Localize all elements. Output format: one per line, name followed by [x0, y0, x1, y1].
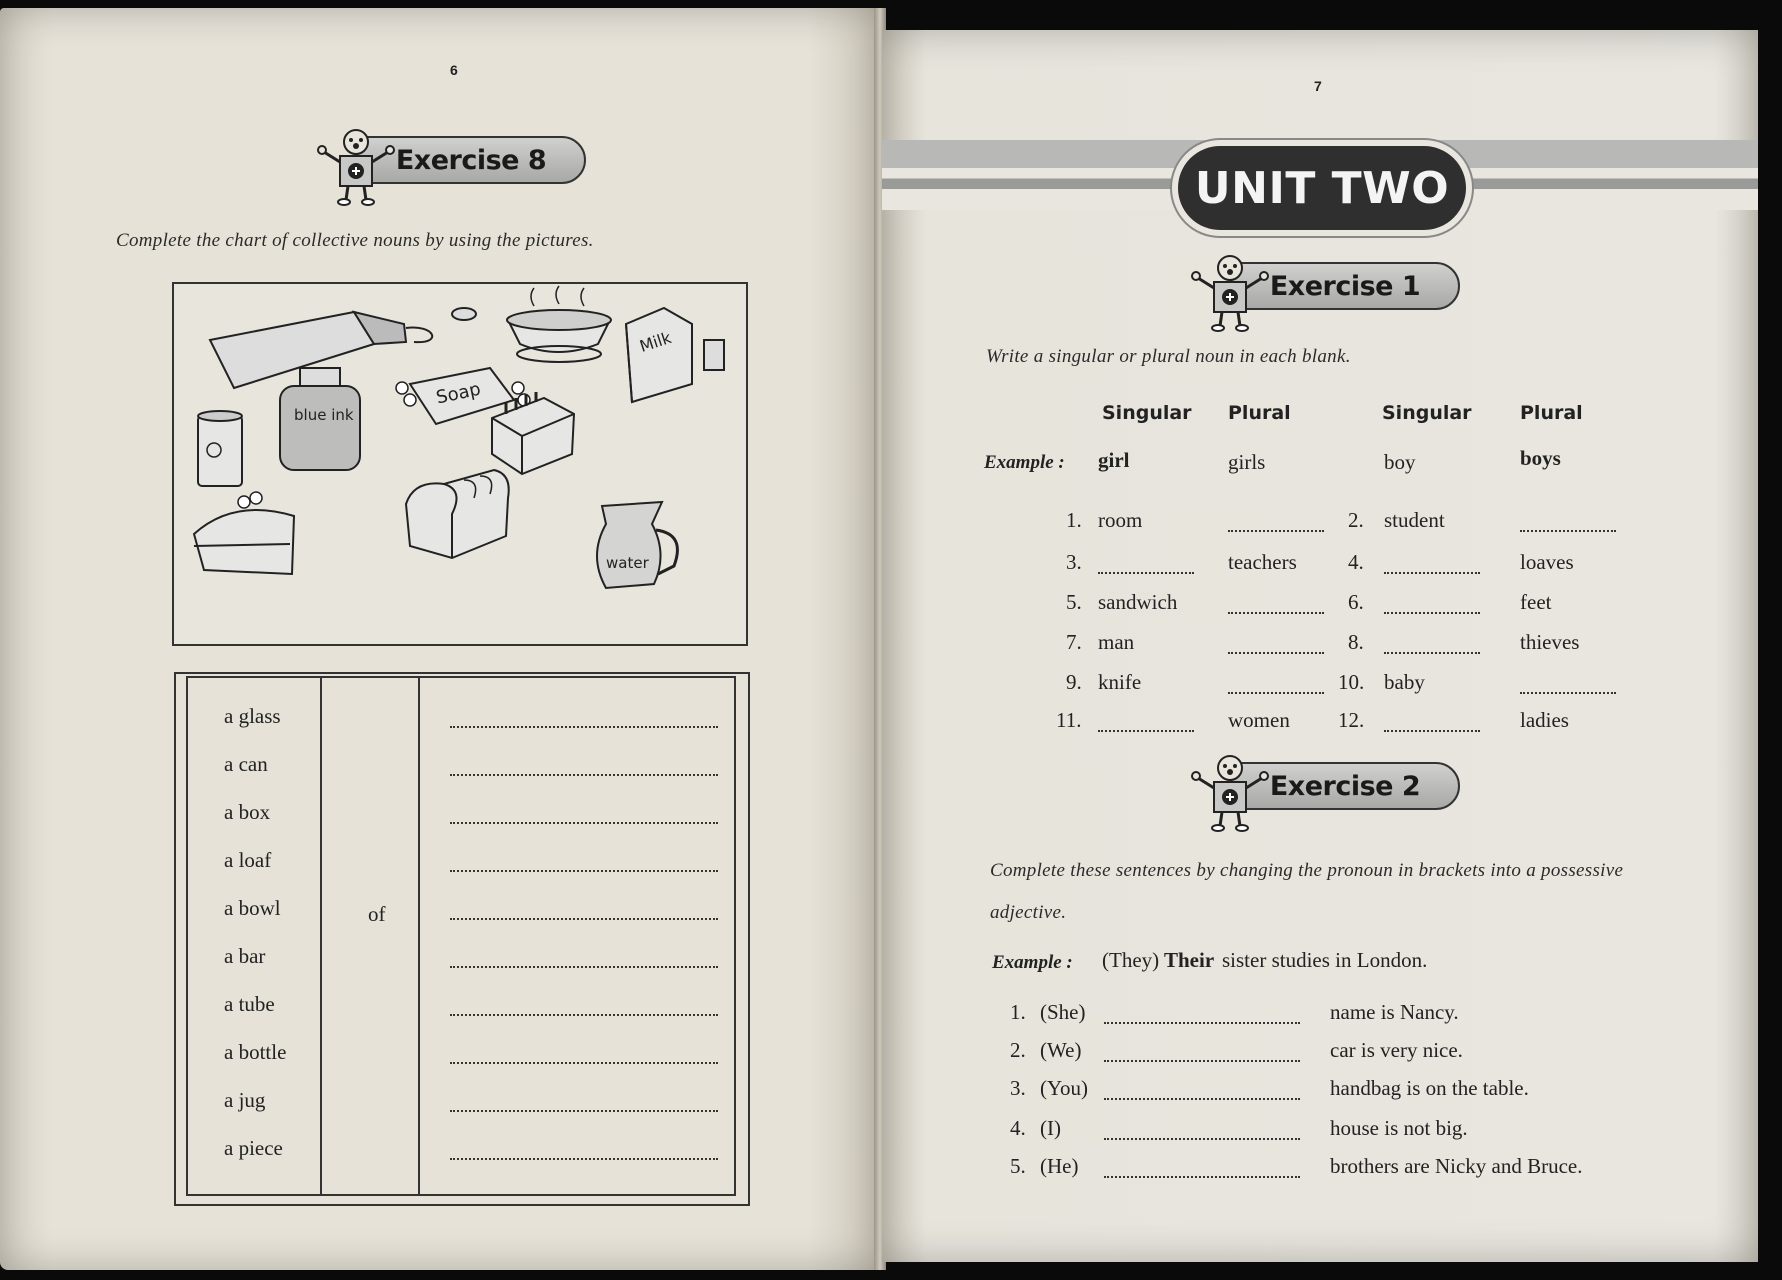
singular-word: room — [1098, 508, 1143, 532]
column-header: Plural — [1520, 402, 1583, 424]
pronoun: (She) — [1040, 1000, 1086, 1024]
plural-word: teachers — [1228, 550, 1297, 574]
answer-blank[interactable] — [450, 774, 718, 776]
example-label: Example : — [984, 452, 1065, 473]
container-item: a bar — [224, 944, 266, 968]
container-item: a bottle — [224, 1040, 287, 1064]
page-number: 6 — [450, 62, 458, 78]
unit-title-badge — [1172, 140, 1472, 236]
picture-panel — [172, 282, 748, 646]
milk-carton-icon — [626, 308, 724, 402]
item-number: 5. — [1010, 1154, 1026, 1178]
example-answer: Their — [1164, 948, 1215, 972]
chalk-box-icon — [492, 392, 574, 474]
item-number: 6. — [1348, 590, 1364, 614]
item-number: 2. — [1348, 508, 1364, 532]
right-page — [882, 30, 1758, 1262]
toothpaste-tube-icon — [210, 308, 476, 388]
plural-word: feet — [1520, 590, 1552, 614]
answer-blank[interactable] — [1384, 572, 1480, 574]
soap-label: Soap — [434, 378, 483, 409]
answer-blank[interactable] — [450, 1158, 718, 1160]
pronoun: (You) — [1040, 1076, 1089, 1100]
water-label: water — [606, 554, 649, 572]
answer-blank[interactable] — [1104, 1060, 1300, 1062]
singular-word: knife — [1098, 670, 1142, 694]
left-page — [0, 8, 878, 1270]
exercise-banner — [1190, 752, 1470, 822]
collective-noun-chart — [174, 672, 750, 1206]
container-item: a bowl — [224, 896, 281, 920]
column-header: Singular — [1382, 402, 1472, 424]
connector-word: of — [368, 902, 386, 926]
can-icon — [198, 411, 242, 486]
answer-blank[interactable] — [1384, 652, 1480, 654]
answer-blank[interactable] — [450, 870, 718, 872]
container-item: a glass — [224, 704, 281, 728]
ink-bottle-icon — [280, 368, 360, 470]
pronoun: (He) — [1040, 1154, 1079, 1178]
instruction-text: Complete these sentences by changing the pronoun in brackets into a possessive — [990, 860, 1624, 881]
answer-blank[interactable] — [450, 822, 718, 824]
container-item: a piece — [224, 1136, 283, 1160]
item-number: 3. — [1066, 550, 1082, 574]
singular-word: baby — [1384, 670, 1425, 694]
answer-blank[interactable] — [1104, 1176, 1300, 1178]
answer-blank[interactable] — [450, 1062, 718, 1064]
answer-blank[interactable] — [1228, 652, 1324, 654]
singular-word: man — [1098, 630, 1135, 654]
sentence-rest: house is not big. — [1330, 1116, 1468, 1140]
column-divider — [320, 678, 322, 1194]
item-number: 1. — [1066, 508, 1082, 532]
cake-slice-icon — [194, 492, 294, 574]
item-number: 8. — [1348, 630, 1364, 654]
column-header: Plural — [1228, 402, 1291, 424]
container-item: a jug — [224, 1088, 266, 1112]
exercise-title: Exercise 2 — [1269, 770, 1421, 802]
instruction-text: adjective. — [990, 902, 1067, 923]
page-number: 7 — [1314, 78, 1322, 94]
item-number: 2. — [1010, 1038, 1026, 1062]
answer-blank[interactable] — [450, 1110, 718, 1112]
example-word: girl — [1098, 448, 1130, 472]
item-number: 3. — [1010, 1076, 1026, 1100]
plural-word: thieves — [1520, 630, 1580, 654]
answer-blank[interactable] — [1104, 1022, 1300, 1024]
sentence-rest: brothers are Nicky and Bruce. — [1330, 1154, 1583, 1178]
exercise-title: Exercise 1 — [1269, 270, 1421, 302]
column-header: Singular — [1102, 402, 1192, 424]
item-number: 12. — [1338, 708, 1365, 732]
sentence-rest: handbag is on the table. — [1330, 1076, 1529, 1100]
answer-blank[interactable] — [1104, 1138, 1300, 1140]
answer-blank[interactable] — [1228, 530, 1324, 532]
item-number: 9. — [1066, 670, 1082, 694]
answer-blank[interactable] — [1098, 730, 1194, 732]
item-number: 4. — [1348, 550, 1364, 574]
example-word: boys — [1520, 446, 1561, 470]
sentence-rest: car is very nice. — [1330, 1038, 1463, 1062]
sentence-rest: name is Nancy. — [1330, 1000, 1459, 1024]
exercise-banner — [316, 126, 596, 196]
container-item: a tube — [224, 992, 275, 1016]
answer-blank[interactable] — [1384, 612, 1480, 614]
example-label: Example : — [992, 952, 1073, 973]
plural-word: ladies — [1520, 708, 1569, 732]
chart-frame — [186, 676, 736, 1196]
robot-icon — [1190, 752, 1270, 834]
answer-blank[interactable] — [450, 726, 718, 728]
answer-blank[interactable] — [1228, 612, 1324, 614]
bread-loaf-icon — [406, 470, 509, 558]
pronoun: (I) — [1040, 1116, 1061, 1140]
singular-word: sandwich — [1098, 590, 1178, 614]
bowl-icon — [507, 286, 611, 362]
item-number: 4. — [1010, 1116, 1026, 1140]
container-item: a can — [224, 752, 268, 776]
example-pronoun: (They) — [1102, 948, 1160, 972]
container-item: a loaf — [224, 848, 272, 872]
answer-blank[interactable] — [1098, 572, 1194, 574]
example-rest: sister studies in London. — [1222, 948, 1428, 972]
item-number: 7. — [1066, 630, 1082, 654]
milk-label: Milk — [637, 327, 674, 356]
robot-icon — [1190, 252, 1270, 334]
item-number: 10. — [1338, 670, 1365, 694]
instruction-text: Write a singular or plural noun in each blank. — [986, 346, 1351, 367]
robot-icon — [316, 126, 396, 208]
instruction-text: Complete the chart of collective nouns by using the pictures. — [116, 230, 594, 251]
plural-word: women — [1228, 708, 1290, 732]
item-number: 1. — [1010, 1000, 1026, 1024]
answer-blank[interactable] — [1384, 730, 1480, 732]
item-number: 11. — [1056, 708, 1082, 732]
pronoun: (We) — [1040, 1038, 1082, 1062]
answer-blank[interactable] — [450, 966, 718, 968]
plural-word: loaves — [1520, 550, 1574, 574]
answer-blank[interactable] — [1520, 530, 1616, 532]
answer-blank[interactable] — [1228, 692, 1324, 694]
item-number: 5. — [1066, 590, 1082, 614]
unit-title: UNIT TWO — [1194, 162, 1450, 214]
example-word: boy — [1384, 450, 1416, 474]
singular-word: student — [1384, 508, 1445, 532]
exercise-title: Exercise 8 — [395, 144, 547, 176]
exercise-banner — [1190, 252, 1470, 322]
answer-blank[interactable] — [1104, 1098, 1300, 1100]
example-word: girls — [1228, 450, 1266, 474]
answer-blank[interactable] — [1520, 692, 1616, 694]
grocery-illustration — [174, 284, 746, 644]
container-item: a box — [224, 800, 271, 824]
answer-blank[interactable] — [450, 918, 718, 920]
ink-label: blue ink — [294, 406, 354, 424]
answer-blank[interactable] — [450, 1014, 718, 1016]
column-divider — [418, 678, 420, 1194]
water-jug-icon — [597, 502, 677, 588]
